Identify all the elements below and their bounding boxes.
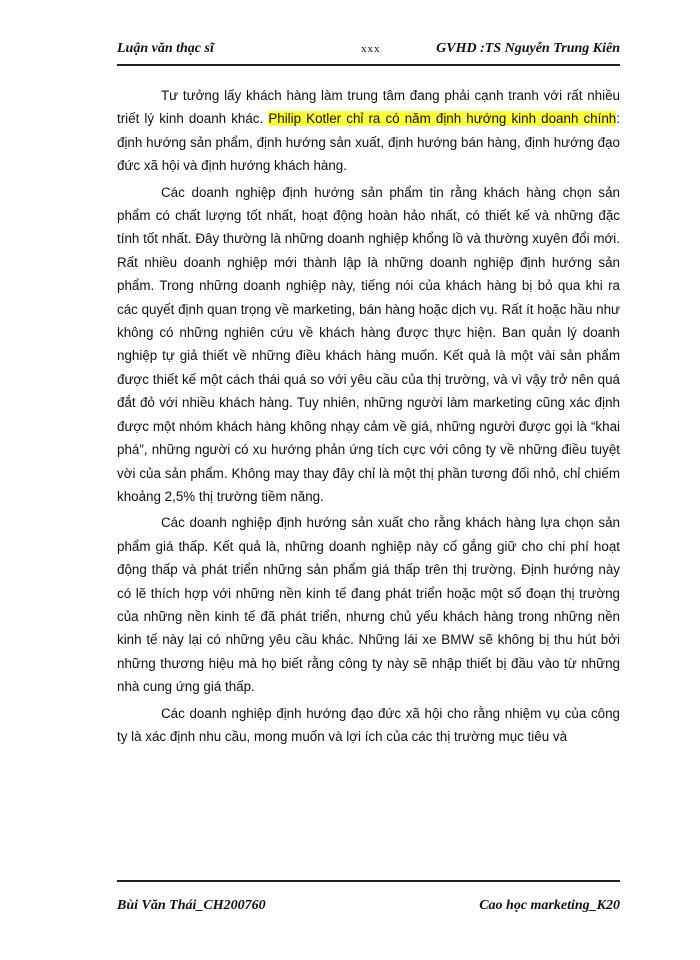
footer-author: Bùi Văn Thái_CH200760: [117, 898, 266, 913]
paragraph-2: Các doanh nghiệp định hướng sản phẩm tin rằng khách hàng chọn sản phẩm có chất lượng tốt nhất, hoạt động hoàn hảo nhất, có thiết kế và những đặc tính tốt nhất. Đây thường là những doanh nghiệp khổng lồ và thường xuyên đổi mới. Rất nhiều doanh nghiệp mới thành lập là những doanh nghiệp định hướng sản phẩm. Trong những doanh nghiệp này, tiếng nói của khách hàng bị bỏ qua khi ra các quyết định quan trọng về marketing, bán hàng hoặc dịch vụ. Rất ít hoặc hầu như không có những nghiên cứu về khách hàng được thực hiện. Ban quản lý doanh nghiệp tự giả thiết về những điều khách hàng muốn. Kết quả là một vài sản phẩm được thiết kế một cách thái quá so với yêu cầu của thị trường, và vì vậy trở nên quá đắt đỏ với nhiều khách hàng. Tuy nhiên, những người làm marketing cũng xác định được một nhóm khách hàng không nhạy cảm về giá, những người được gọi là “khai phá”, những người có xu hướng phản ứng tích cực với công ty về những điều tuyệt vời của sản phẩm. Không may thay đây chỉ là một thị phần tương đối nhỏ, chỉ chiếm khoảng 2,5% thị trường tiềm năng.: [117, 184, 620, 504]
footer-program: Cao học marketing_K20: [479, 898, 620, 913]
paragraph-1: [117, 84, 620, 178]
paragraph-1-start: Tư tưởng lấy khách hàng làm trung tâm đang phải cạnh tranh với rất nhiều triết lý kinh doanh khác.: [117, 88, 620, 127]
header-thesis-type: Luận văn thạc sĩ: [117, 41, 214, 56]
page-footer: [117, 898, 620, 920]
paragraph-3: Các doanh nghiệp định hướng sản xuất cho rằng khách hàng lựa chọn sản phẩm giá thấp. Kết quả là, những doanh nghiệp này cố gắng giữ cho chi phí hoạt động thấp và phát triển những sản phẩm giá thấp trên thị trường. Định hướng này có lẽ thích hợp với những nền kinh tế đang phát triển hoặc một số đoạn thị trường của những nền kinh tế đã phát triển, nhưng chủ yếu khách hàng trong những nền kinh tế này lại có những yêu cầu khác. Những lái xe BMW sẽ không bị thu hút bởi những thương hiệu mà họ biết rằng công ty này sẽ nhập thiết bị đầu vào từ những nhà cung ứng giá thấp.: [117, 515, 620, 695]
header-advisor: GVHD :TS Nguyễn Trung Kiên: [436, 41, 620, 56]
footer-rule: [117, 880, 620, 882]
body-text: [117, 84, 620, 751]
page-header: [117, 41, 620, 63]
highlighted-sentence: Philip Kotler chỉ ra có năm định hướng kinh doanh chính: [268, 111, 617, 127]
paragraph-1-end: : định hướng sản phẩm, định hướng sản xuất, định hướng bán hàng, định hướng đạo đức xã hội và định hướng khách hàng.: [117, 111, 620, 174]
paragraph-4: Các doanh nghiệp định hướng đạo đức xã hội cho rằng nhiệm vụ của công ty là xác định nhu cầu, mong muốn và lợi ích của các thị trường mục tiêu và: [117, 705, 620, 744]
header-rule: [117, 64, 620, 66]
header-placeholder: xxx: [361, 43, 381, 55]
